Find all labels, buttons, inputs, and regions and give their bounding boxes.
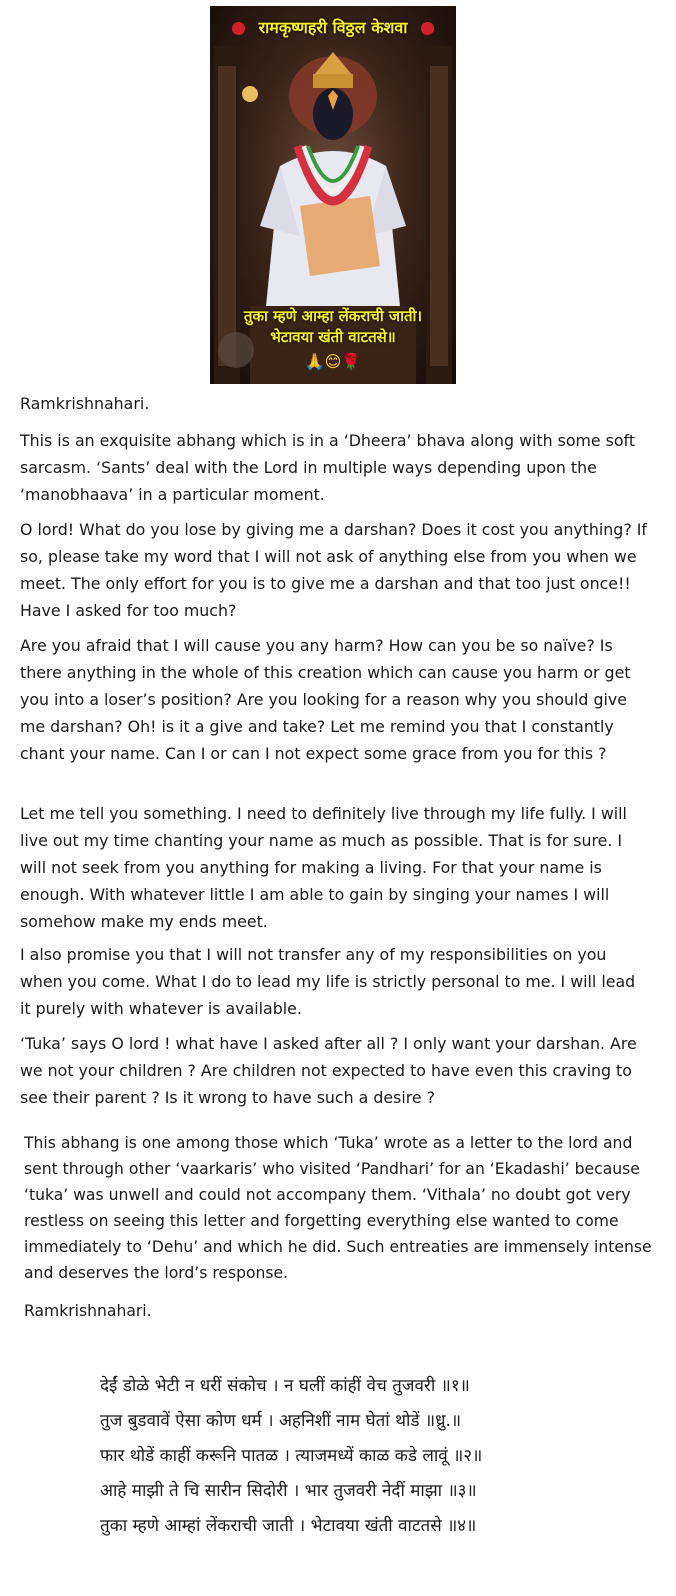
paragraph: Let me tell you something. I need to definitely live through my life fully. I will live out my time chanting your name as much as possible. That is for sure. I will not seek from you anything for making a living. For that your name is enough. With whatever little I am able to gain by singing your names I will somehow make my ends meet.	[20, 804, 627, 931]
paragraph: I also promise you that I will not transfer any of my responsibilities on you when you come. What I do to lead my life is strictly personal to me. I will lead it purely with whatever is available.	[20, 945, 636, 1018]
paragraph: ‘Tuka’ says O lord ! what have I asked after all ? I only want your darshan. Are we not your children ? Are children not expected to have even this craving to see their parent ? Is it wrong to have such a desire ?	[20, 1034, 637, 1107]
verse-line: फार थोडें काहीं करूनि पातळ । त्याजमध्यें काळ कडे लावूं ॥२॥	[100, 1446, 483, 1466]
paragraph: O lord! What do you lose by giving me a darshan? Does it cost you anything? If so, please take my word that I will not ask of anything else from you when we meet. The only effort for you is to give me a darshan and that too just once!! Have I asked for too much?	[20, 520, 647, 620]
paragraph: This is an exquisite abhang which is in a ‘Dheera’ bhava along with some soft sarcasm. ‘Sants’ deal with the Lord in multiple ways depending upon the ‘manobhaava’ in a particular moment.	[20, 431, 636, 504]
closing: Ramkrishnahari.	[24, 1302, 152, 1320]
image-caption-line: तुका म्हणे आम्हा लेंकराची जाती।	[243, 307, 423, 325]
greeting: Ramkrishnahari.	[20, 394, 150, 413]
image-caption-bottom	[210, 306, 456, 348]
paragraph: Are you afraid that I will cause you any harm? How can you be so naïve? Is there anything in the whole of this creation which can cause you harm or get you into a loser’s position? Are you looking for a reason why you should give me darshan? Oh! is it a give and take? Let me remind you that I constantly chant your name. Can I or can I not expect some grace from you for this ?	[20, 636, 631, 763]
verse-line: आहे माझी ते चि सारीन सिदोरी । भार तुजवरी नेदीं माझा ॥३॥	[100, 1481, 477, 1501]
image-caption-line: भेटावया खंती वाटतसे॥	[270, 328, 396, 346]
context-note: This abhang is one among those which ‘Tuka’ wrote as a letter to the lord and sent through other ‘vaarkaris’ who visited ‘Pandhari’ for an ‘Ekadashi’ because ‘tuka’ was unwell and could not accompany them. ‘Vithala’ no doubt got very restless on seeing this letter and forgetting everything else wanted to come immediately to ‘Dehu’ and which he did. Such entreaties are immensely intense and deserves the lord’s response.	[24, 1134, 652, 1282]
verse-line: तुका म्हणे आम्हां लेंकराची जाती । भेटावया खंती वाटतसे ॥४॥	[100, 1516, 477, 1536]
emoji-row: 🙏😊🌹	[304, 352, 362, 371]
verse-line: तुज बुडवावें ऐसा कोण धर्म । अहनिशीं नाम घेतां थोडें ॥ध्रु.॥	[100, 1411, 462, 1431]
vitthal-image	[210, 6, 456, 384]
image-caption-top: रामकृष्णहरी विठ्ठल केशवा	[258, 18, 408, 37]
verse-line: देईं डोळे भेटी न धरीं संकोच । न घलीं कांहीं वेच तुजवरी ॥१॥	[100, 1376, 470, 1396]
abhang-verses	[100, 1369, 660, 1544]
